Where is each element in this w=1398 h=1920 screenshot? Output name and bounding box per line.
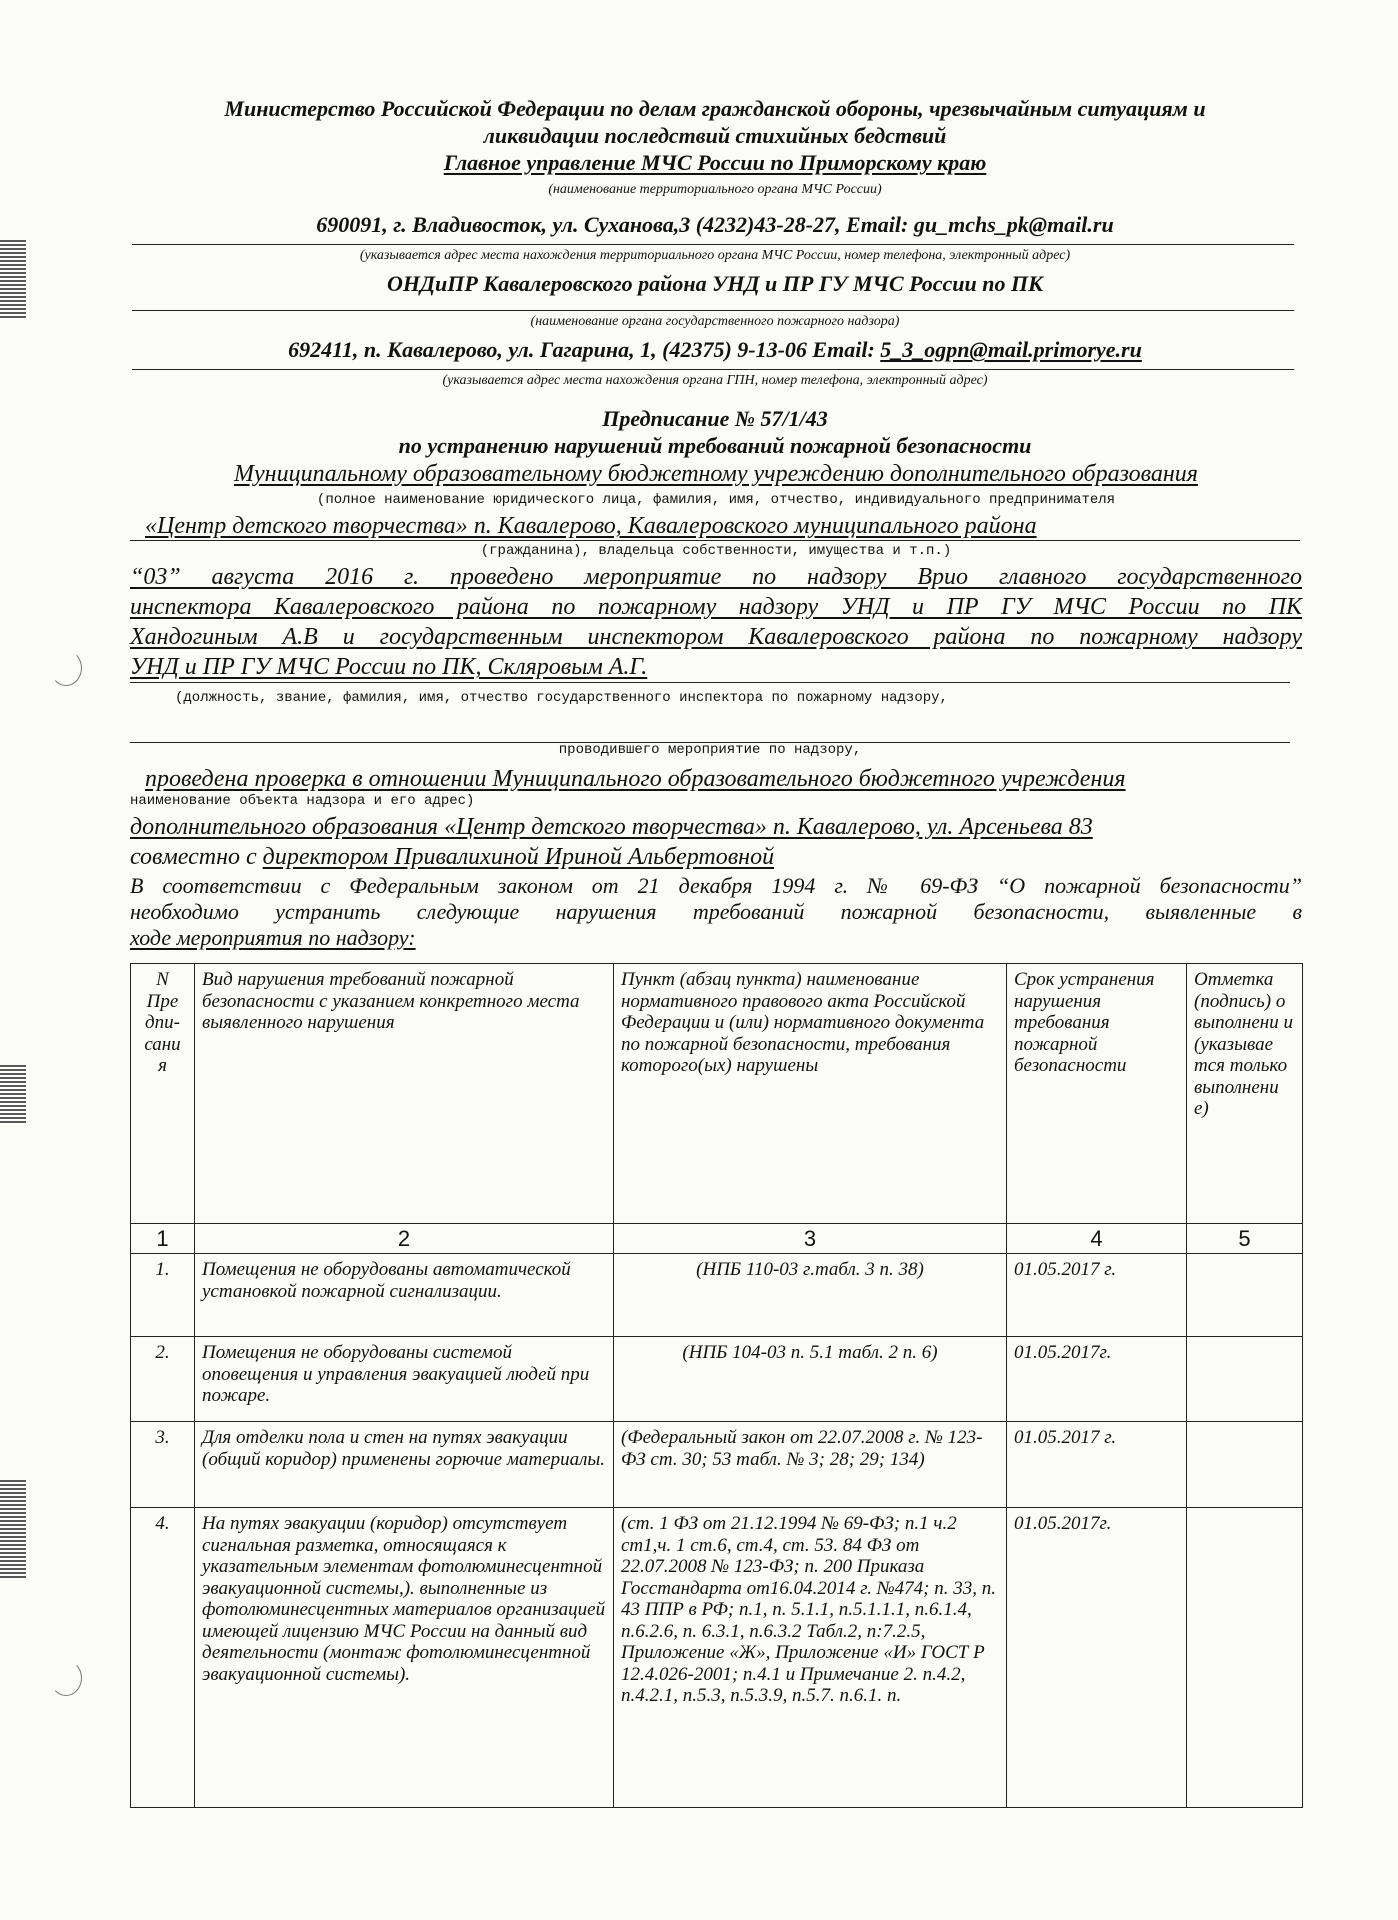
scan-artifact — [0, 1480, 26, 1580]
col-number: 3 — [614, 1224, 1007, 1254]
row-mark — [1187, 1422, 1303, 1508]
col-number: 2 — [195, 1224, 614, 1254]
addressee-line2: «Центр детского творчества» п. Кавалерово, Кавалеровского муниципального района — [145, 513, 1037, 539]
inspection-line3: Хандогиным А.В и государственным инспектором Кавалеровского района по пожарному надзору — [130, 624, 1302, 650]
row-norm: (ст. 1 ФЗ от 21.12.1994 № 69-ФЗ; п.1 ч.2 ст1,ч. 1 ст.6, ст.4, ст. 53. 84 ФЗ от 22.07.2008 № 123-ФЗ; п. 200 Приказа Госстандарта от16.04.2014 г. №474; п. 33, п. 43 ППР в РФ; п.1, п. 5.1.1, п.5.1.1.1, п.6.1.4, п.6.2.6, п. 6.3.1, п.6.3.2 Табл.2, п:7.2.5, Приложение «Ж», Приложение «И» ГОСТ Р 12.4.026-2001; п.4.1 и Примечание 2. п.4.2, п.4.2.1, п.5.3, п.5.3.9, п.5.7. п.6.1. п. — [614, 1508, 1007, 1808]
order-title: Предписание № 57/1/43 — [602, 406, 828, 431]
divider — [130, 540, 1300, 541]
row-violation: Для отделки пола и стен на путях эвакуации (общий коридор) применены горючие материалы. — [195, 1422, 614, 1508]
divider — [132, 310, 1294, 311]
inspection-line2: инспектора Кавалеровского района по пожарному надзору УНД и ПР ГУ МЧС России по ПК — [130, 594, 1302, 620]
table-header-row — [131, 964, 1303, 1224]
row-norm: (НПБ 104-03 п. 5.1 табл. 2 п. 6) — [614, 1337, 1007, 1422]
row-norm: (Федеральный закон от 22.07.2008 г. № 123-ФЗ ст. 30; 53 табл. № 3; 28; 29; 134) — [614, 1422, 1007, 1508]
row-mark — [1187, 1254, 1303, 1337]
supervision-body-note: (наименование органа государственного пожарного надзора) — [530, 314, 900, 329]
col-header-number: N Пре дпи- сани я — [131, 964, 195, 1224]
punch-hole — [50, 1660, 82, 1696]
row-mark — [1187, 1508, 1303, 1808]
inspector-note: (должность, звание, фамилия, имя, отчество государственного инспектора по пожарному надзору, — [175, 690, 948, 706]
jointly-prefix: совместно с — [130, 844, 263, 870]
law-line2: необходимо устранить следующие нарушения требований пожарной безопасности, выявленные в — [130, 899, 1302, 924]
territorial-body-note: (наименование территориального органа МЧС России) — [548, 182, 882, 197]
object-note: наименование объекта надзора и его адрес) — [130, 793, 475, 809]
scan-artifact — [0, 1065, 26, 1125]
row-deadline: 01.05.2017г. — [1007, 1508, 1187, 1808]
col-header-mark: Отметка (подпись) о выполнени и (указывае тся только выполнени е) — [1187, 964, 1303, 1224]
ministry-line1: Министерство Российской Федерации по делам гражданской обороны, чрезвычайным ситуациям и — [224, 96, 1206, 121]
ministry-line2: ликвидации последствий стихийных бедствий — [483, 123, 947, 148]
row-number: 3. — [131, 1422, 195, 1508]
col-number: 1 — [131, 1224, 195, 1254]
row-number: 4. — [131, 1508, 195, 1808]
jointly-line — [130, 843, 1302, 872]
row-number: 2. — [131, 1337, 195, 1422]
col-header-deadline: Срок устранения нарушения требования пожарной безопасности — [1007, 964, 1187, 1224]
row-deadline: 01.05.2017 г. — [1007, 1422, 1187, 1508]
object-line1: проведена проверка в отношении Муниципального образовательного бюджетного учреждения — [145, 766, 1126, 792]
supervision-email: 5_3_ogpn@mail.primorye.ru — [880, 337, 1142, 362]
column-numbers-row — [131, 1224, 1303, 1254]
territorial-body: Главное управление МЧС России по Приморскому краю — [443, 150, 987, 175]
col-header-violation: Вид нарушения требований пожарной безопасности с указанием конкретного места выявленного нарушения — [195, 964, 614, 1224]
divider — [132, 369, 1294, 370]
col-number: 5 — [1187, 1224, 1303, 1254]
row-mark — [1187, 1337, 1303, 1422]
law-line1: В соответствии с Федеральным законом от 21 декабря 1994 г. № 69-ФЗ “О пожарной безопасности” — [130, 873, 1302, 898]
supervision-address — [100, 336, 1330, 363]
row-violation: Помещения не оборудованы системой оповещения и управления эвакуацией людей при пожаре. — [195, 1337, 614, 1422]
addressee-note1: (полное наименование юридического лица, фамилия, имя, отчество, индивидуального предпринимателя — [316, 492, 1116, 508]
supervision-body: ОНДиПР Кавалеровского района УНД и ПР ГУ МЧС России по ПК — [386, 271, 1044, 296]
inspector-note2: проводившего мероприятие по надзору, — [558, 742, 862, 758]
inspection-line1: “03” августа 2016 г. проведено мероприятие по надзору Врио главного государственного — [130, 564, 1302, 590]
divider — [130, 682, 1290, 683]
row-violation: Помещения не оборудованы автоматической установкой пожарной сигнализации. — [195, 1254, 614, 1337]
scan-artifact — [0, 240, 26, 320]
territorial-address: 690091, г. Владивосток, ул. Суханова,3 (4232)43-28-27, Email: gu_mchs_pk@mail.ru — [316, 212, 1114, 237]
table-row — [131, 1254, 1303, 1337]
supervision-address-note: (указывается адрес места нахождения органа ГПН, номер телефона, электронный адрес) — [442, 373, 988, 388]
addressee-note2: (гражданина), владельца собственности, имущества и т.п.) — [480, 543, 952, 559]
law-line3: ходе мероприятия по надзору: — [130, 925, 416, 950]
table-row — [131, 1422, 1303, 1508]
supervision-address-text: 692411, п. Кавалерово, ул. Гагарина, 1, (42375) 9-13-06 Email: — [288, 337, 881, 362]
order-subtitle: по устранению нарушений требований пожарной безопасности — [398, 433, 1032, 458]
row-norm: (НПБ 110-03 г.табл. 3 п. 38) — [614, 1254, 1007, 1337]
table-row — [131, 1337, 1303, 1422]
col-number: 4 — [1007, 1224, 1187, 1254]
punch-hole — [50, 650, 82, 686]
object-line2: дополнительного образования «Центр детского творчества» п. Кавалерово, ул. Арсеньева 83 — [130, 814, 1093, 840]
row-deadline: 01.05.2017 г. — [1007, 1254, 1187, 1337]
row-deadline: 01.05.2017г. — [1007, 1337, 1187, 1422]
jointly-person: директором Привалихиной Ириной Альбертовной — [262, 844, 775, 870]
addressee-line1: Муниципальному образовательному бюджетному учреждению дополнительного образования — [234, 461, 1198, 487]
divider — [132, 244, 1294, 245]
row-violation: На путях эвакуации (коридор) отсутствует сигнальная разметка, относящаяся к указательным элементам фотолюминесцентной эвакуационной системы,). выполненные из фотолюминесцентных материалов организацией имеющей лицензию МЧС России на данный вид деятельности (монтаж фотолюминесцентной эвакуационной системы). — [195, 1508, 614, 1808]
row-number: 1. — [131, 1254, 195, 1337]
violations-table — [130, 963, 1303, 1808]
col-header-norm: Пункт (абзац пункта) наименование нормативного правового акта Российской Федерации и (или) нормативного документа по пожарной безопасности, требования которого(ых) нарушены — [614, 964, 1007, 1224]
inspection-line4: УНД и ПР ГУ МЧС России по ПК, Скляровым А.Г. — [130, 654, 648, 680]
table-row — [131, 1508, 1303, 1808]
territorial-address-note: (указывается адрес места нахождения территориального органа МЧС России, номер телефона, электронный адрес) — [359, 248, 1071, 263]
